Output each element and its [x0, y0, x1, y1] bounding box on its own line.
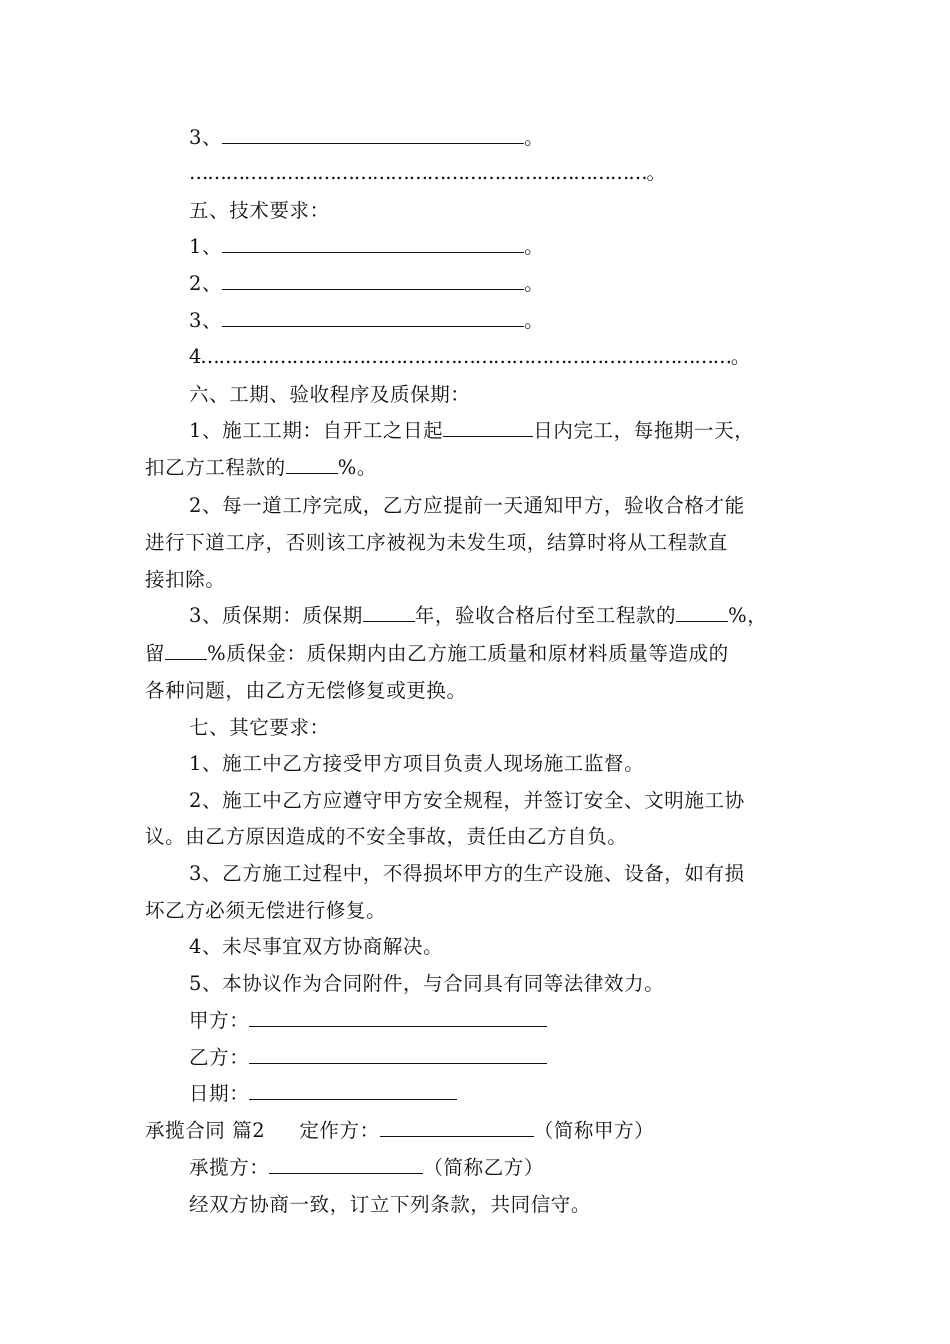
signature-blank	[249, 1045, 547, 1064]
section-7-item-4: 4、未尽事宜双方协商解决。	[189, 935, 444, 958]
fill-blank	[676, 603, 728, 622]
contractor-line: 承揽方： （简称乙方）	[189, 1156, 545, 1179]
ellipsis-line: …………………………………………………………………。	[189, 161, 665, 184]
section-7-item-2-line1: 2、施工中乙方应遵守甲方安全规程，并签订安全、文明施工协	[189, 789, 745, 812]
section-7-heading: 七、其它要求：	[189, 716, 330, 739]
fill-blank	[222, 271, 524, 290]
section-5-item-2: 2、 。	[189, 272, 545, 295]
section-7-item-3-line2: 坏乙方必须无偿进行修复。	[145, 899, 387, 922]
section-6-p2-line2: 进行下道工序，否则该工序被视为未发生项，结算时将从工程款直	[145, 531, 728, 554]
signature-blank	[249, 1008, 547, 1027]
section-6-heading: 六、工期、验收程序及质保期：	[189, 383, 471, 406]
signature-party-b: 乙方：	[189, 1045, 547, 1071]
section-5-item-4: 4……………………………………………………………………………。	[189, 345, 750, 368]
fill-blank	[222, 308, 524, 327]
fill-blank	[222, 234, 524, 253]
section-6-p3-line2: 留 %质保金：质保期内由乙方施工质量和原材料质量等造成的	[145, 642, 729, 665]
signature-date: 日期：	[189, 1081, 457, 1107]
contract-2-title-line: 承揽合同 篇2 定作方： （简称甲方）	[145, 1119, 655, 1142]
section-6-p1-line2: 扣乙方工程款的 %。	[145, 456, 377, 479]
section-7-item-2-line2: 议。由乙方原因造成的不安全事故，责任由乙方自负。	[145, 825, 628, 848]
section-6-p1-line1: 1、施工工期：自开工之日起 日内完工，每拖期一天，	[189, 419, 755, 442]
section-7-item-5: 5、本协议作为合同附件，与合同具有同等法律效力。	[189, 972, 665, 995]
section-6-p2-line1: 2、每一道工序完成，乙方应提前一天通知甲方，验收合格才能	[189, 494, 745, 517]
date-blank	[249, 1081, 457, 1100]
contract-2-title: 承揽合同 篇2	[145, 1119, 266, 1142]
section-5-heading: 五、技术要求：	[189, 199, 330, 222]
fill-blank	[269, 1155, 423, 1174]
fill-blank	[380, 1118, 534, 1137]
section-7-item-3-line1: 3、乙方施工过程中，不得损坏甲方的生产设施、设备，如有损	[189, 862, 745, 885]
item-3-line: 3、 。	[189, 126, 545, 149]
signature-party-a: 甲方：	[189, 1008, 547, 1034]
section-5-item-1: 1、 。	[189, 235, 545, 258]
fill-blank	[443, 418, 533, 437]
section-6-p3-line1: 3、质保期：质保期 年，验收合格后付至工程款的 %，	[189, 604, 768, 627]
fill-blank	[286, 455, 338, 474]
section-6-p2-line3: 接扣除。	[145, 568, 226, 591]
fill-blank	[363, 603, 415, 622]
contract-2-intro: 经双方协商一致，订立下列条款，共同信守。	[189, 1193, 592, 1216]
item-number: 3、	[189, 126, 223, 149]
section-5-item-3: 3、 。	[189, 309, 545, 332]
fill-blank	[222, 125, 524, 144]
section-7-item-1: 1、施工中乙方接受甲方项目负责人现场施工监督。	[189, 752, 645, 775]
section-6-p3-line3: 各种问题，由乙方无偿修复或更换。	[145, 679, 467, 702]
fill-blank	[165, 641, 207, 660]
